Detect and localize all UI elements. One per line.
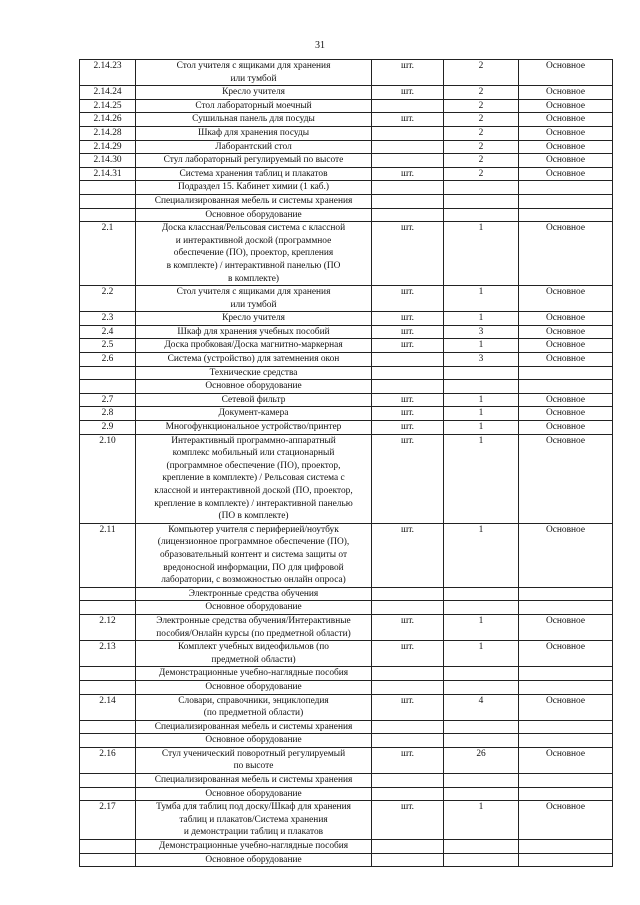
- equipment-type-cell: Основное: [519, 801, 613, 840]
- page-number: 31: [315, 40, 325, 51]
- item-name-cell: Специализированная мебель и системы хранения: [136, 720, 372, 734]
- row-number-cell: 2.8: [80, 407, 136, 421]
- section-header-row: [80, 720, 613, 734]
- quantity-cell: [444, 787, 519, 801]
- equipment-type-cell: [519, 774, 613, 788]
- item-name-cell: Тумба для таблиц под доску/Шкаф для хранения таблиц и плакатов/Система хранения и демонстрации таблиц и плакатов: [136, 801, 372, 840]
- equipment-type-cell: Основное: [519, 154, 613, 168]
- row-number-cell: 2.1: [80, 222, 136, 286]
- unit-cell: шт.: [372, 801, 444, 840]
- equipment-type-cell: [519, 380, 613, 394]
- equipment-type-cell: Основное: [519, 167, 613, 181]
- section-header-row: [80, 853, 613, 867]
- unit-cell: шт.: [372, 641, 444, 667]
- equipment-type-cell: Основное: [519, 312, 613, 326]
- table-row: [80, 614, 613, 640]
- row-number-cell: [80, 181, 136, 195]
- table-row: [80, 353, 613, 367]
- equipment-type-cell: Основное: [519, 99, 613, 113]
- unit-cell: шт.: [372, 286, 444, 312]
- table-row: [80, 154, 613, 168]
- row-number-cell: 2.13: [80, 641, 136, 667]
- table-row: [80, 523, 613, 587]
- item-name-cell: Документ-камера: [136, 407, 372, 421]
- equipment-type-cell: Основное: [519, 614, 613, 640]
- section-header-row: [80, 680, 613, 694]
- row-number-cell: 2.6: [80, 353, 136, 367]
- table-row: [80, 286, 613, 312]
- item-name-cell: Словари, справочники, энциклопедия (по предметной области): [136, 694, 372, 720]
- table-row: [80, 60, 613, 86]
- row-number-cell: 2.14.25: [80, 99, 136, 113]
- unit-cell: [372, 140, 444, 154]
- row-number-cell: [80, 194, 136, 208]
- equipment-type-cell: Основное: [519, 339, 613, 353]
- item-name-cell: Лаборантский стол: [136, 140, 372, 154]
- row-number-cell: [80, 840, 136, 854]
- row-number-cell: [80, 787, 136, 801]
- item-name-cell: Подраздел 15. Кабинет химии (1 каб.): [136, 181, 372, 195]
- unit-cell: [372, 680, 444, 694]
- item-name-cell: Стол учителя с ящиками для хранения или тумбой: [136, 60, 372, 86]
- section-header-row: [80, 787, 613, 801]
- item-name-cell: Многофункциональное устройство/принтер: [136, 421, 372, 435]
- unit-cell: [372, 194, 444, 208]
- quantity-cell: [444, 208, 519, 222]
- unit-cell: [372, 601, 444, 615]
- unit-cell: шт.: [372, 523, 444, 587]
- equipment-type-cell: [519, 840, 613, 854]
- quantity-cell: [444, 734, 519, 748]
- equipment-type-cell: [519, 601, 613, 615]
- item-name-cell: Система хранения таблиц и плакатов: [136, 167, 372, 181]
- quantity-cell: 1: [444, 393, 519, 407]
- table-row: [80, 421, 613, 435]
- unit-cell: [372, 99, 444, 113]
- item-name-cell: Компьютер учителя с периферией/ноутбук (лицензионное программное обеспечение (ПО), образовательный контент и система защиты от вредоносной информации, ПО для цифровой лаборатории, с возможностью онлайн опроса): [136, 523, 372, 587]
- item-name-cell: Основное оборудование: [136, 787, 372, 801]
- item-name-cell: Основное оборудование: [136, 680, 372, 694]
- equipment-type-cell: [519, 680, 613, 694]
- quantity-cell: [444, 774, 519, 788]
- quantity-cell: 2: [444, 86, 519, 100]
- row-number-cell: [80, 380, 136, 394]
- row-number-cell: 2.5: [80, 339, 136, 353]
- equipment-type-cell: Основное: [519, 421, 613, 435]
- quantity-cell: 2: [444, 126, 519, 140]
- row-number-cell: [80, 667, 136, 681]
- row-number-cell: 2.14.31: [80, 167, 136, 181]
- equipment-type-cell: Основное: [519, 140, 613, 154]
- quantity-cell: [444, 720, 519, 734]
- quantity-cell: 1: [444, 614, 519, 640]
- item-name-cell: Кресло учителя: [136, 312, 372, 326]
- row-number-cell: 2.7: [80, 393, 136, 407]
- quantity-cell: 1: [444, 339, 519, 353]
- table-row: [80, 113, 613, 127]
- equipment-type-cell: Основное: [519, 407, 613, 421]
- equipment-type-cell: Основное: [519, 286, 613, 312]
- table-row: [80, 393, 613, 407]
- table-row: [80, 434, 613, 523]
- item-name-cell: Основное оборудование: [136, 853, 372, 867]
- equipment-type-cell: [519, 667, 613, 681]
- unit-cell: шт.: [372, 407, 444, 421]
- unit-cell: шт.: [372, 113, 444, 127]
- quantity-cell: [444, 587, 519, 601]
- equipment-table-body: [80, 60, 613, 867]
- table-row: [80, 407, 613, 421]
- row-number-cell: 2.14.29: [80, 140, 136, 154]
- row-number-cell: 2.12: [80, 614, 136, 640]
- quantity-cell: 2: [444, 99, 519, 113]
- section-header-row: [80, 194, 613, 208]
- item-name-cell: Технические средства: [136, 366, 372, 380]
- quantity-cell: [444, 366, 519, 380]
- item-name-cell: Шкаф для хранения посуды: [136, 126, 372, 140]
- table-row: [80, 325, 613, 339]
- quantity-cell: [444, 667, 519, 681]
- unit-cell: [372, 353, 444, 367]
- section-header-row: [80, 601, 613, 615]
- quantity-cell: 1: [444, 312, 519, 326]
- section-header-row: [80, 667, 613, 681]
- section-header-row: [80, 380, 613, 394]
- row-number-cell: 2.4: [80, 325, 136, 339]
- row-number-cell: [80, 734, 136, 748]
- row-number-cell: 2.10: [80, 434, 136, 523]
- unit-cell: [372, 366, 444, 380]
- section-header-row: [80, 840, 613, 854]
- unit-cell: [372, 774, 444, 788]
- quantity-cell: [444, 181, 519, 195]
- item-name-cell: Демонстрационные учебно-наглядные пособия: [136, 667, 372, 681]
- unit-cell: шт.: [372, 694, 444, 720]
- equipment-type-cell: [519, 587, 613, 601]
- item-name-cell: Специализированная мебель и системы хранения: [136, 774, 372, 788]
- equipment-type-cell: Основное: [519, 60, 613, 86]
- quantity-cell: 2: [444, 154, 519, 168]
- equipment-type-cell: Основное: [519, 641, 613, 667]
- unit-cell: шт.: [372, 86, 444, 100]
- unit-cell: шт.: [372, 434, 444, 523]
- item-name-cell: Электронные средства обучения: [136, 587, 372, 601]
- item-name-cell: Доска классная/Рельсовая система с классной и интерактивной доской (программное обеспечение (ПО), проектор, крепления в комплекте) / интерактивной панелью (ПО в комплекте): [136, 222, 372, 286]
- table-row: [80, 167, 613, 181]
- item-name-cell: Стол лабораторный моечный: [136, 99, 372, 113]
- equipment-type-cell: Основное: [519, 325, 613, 339]
- item-name-cell: Основное оборудование: [136, 380, 372, 394]
- unit-cell: шт.: [372, 339, 444, 353]
- section-header-row: [80, 587, 613, 601]
- equipment-type-cell: [519, 787, 613, 801]
- equipment-type-cell: Основное: [519, 86, 613, 100]
- quantity-cell: 1: [444, 434, 519, 523]
- unit-cell: шт.: [372, 421, 444, 435]
- equipment-type-cell: [519, 720, 613, 734]
- row-number-cell: 2.14.30: [80, 154, 136, 168]
- unit-cell: [372, 126, 444, 140]
- row-number-cell: 2.3: [80, 312, 136, 326]
- unit-cell: [372, 154, 444, 168]
- equipment-type-cell: Основное: [519, 113, 613, 127]
- unit-cell: [372, 380, 444, 394]
- unit-cell: шт.: [372, 312, 444, 326]
- unit-cell: [372, 734, 444, 748]
- unit-cell: шт.: [372, 167, 444, 181]
- equipment-type-cell: [519, 366, 613, 380]
- table-row: [80, 222, 613, 286]
- equipment-type-cell: Основное: [519, 393, 613, 407]
- quantity-cell: 2: [444, 140, 519, 154]
- row-number-cell: [80, 601, 136, 615]
- unit-cell: шт.: [372, 393, 444, 407]
- quantity-cell: [444, 380, 519, 394]
- item-name-cell: Демонстрационные учебно-наглядные пособия: [136, 840, 372, 854]
- item-name-cell: Интерактивный программно-аппаратный комплекс мобильный или стационарный (программное обеспечение (ПО), проектор, крепление в комплекте) / Рельсовая система с классной и интерактивной доской (ПО, проектор, крепление в комплекте) / интерактивной панелью (ПО в комплекте): [136, 434, 372, 523]
- unit-cell: шт.: [372, 60, 444, 86]
- unit-cell: шт.: [372, 325, 444, 339]
- row-number-cell: 2.14.26: [80, 113, 136, 127]
- table-row: [80, 747, 613, 773]
- equipment-type-cell: [519, 181, 613, 195]
- equipment-type-cell: Основное: [519, 434, 613, 523]
- row-number-cell: 2.14.28: [80, 126, 136, 140]
- unit-cell: [372, 787, 444, 801]
- table-row: [80, 99, 613, 113]
- section-header-row: [80, 181, 613, 195]
- row-number-cell: [80, 208, 136, 222]
- item-name-cell: Основное оборудование: [136, 208, 372, 222]
- quantity-cell: 26: [444, 747, 519, 773]
- table-row: [80, 312, 613, 326]
- equipment-type-cell: Основное: [519, 126, 613, 140]
- item-name-cell: Доска пробковая/Доска магнитно-маркерная: [136, 339, 372, 353]
- table-row: [80, 126, 613, 140]
- quantity-cell: 1: [444, 421, 519, 435]
- row-number-cell: [80, 774, 136, 788]
- equipment-table: [79, 59, 613, 867]
- unit-cell: [372, 587, 444, 601]
- section-header-row: [80, 208, 613, 222]
- unit-cell: [372, 840, 444, 854]
- row-number-cell: 2.14: [80, 694, 136, 720]
- unit-cell: [372, 720, 444, 734]
- section-header-row: [80, 734, 613, 748]
- quantity-cell: 3: [444, 325, 519, 339]
- item-name-cell: Сетевой фильтр: [136, 393, 372, 407]
- unit-cell: [372, 853, 444, 867]
- quantity-cell: [444, 601, 519, 615]
- table-row: [80, 339, 613, 353]
- item-name-cell: Стол учителя с ящиками для хранения или тумбой: [136, 286, 372, 312]
- equipment-type-cell: Основное: [519, 523, 613, 587]
- equipment-type-cell: Основное: [519, 747, 613, 773]
- quantity-cell: [444, 853, 519, 867]
- quantity-cell: [444, 194, 519, 208]
- quantity-cell: 1: [444, 222, 519, 286]
- row-number-cell: 2.17: [80, 801, 136, 840]
- item-name-cell: Стул лабораторный регулируемый по высоте: [136, 154, 372, 168]
- quantity-cell: [444, 680, 519, 694]
- unit-cell: [372, 667, 444, 681]
- row-number-cell: [80, 587, 136, 601]
- item-name-cell: Специализированная мебель и системы хранения: [136, 194, 372, 208]
- equipment-type-cell: Основное: [519, 353, 613, 367]
- unit-cell: [372, 181, 444, 195]
- quantity-cell: 4: [444, 694, 519, 720]
- quantity-cell: 2: [444, 60, 519, 86]
- item-name-cell: Система (устройство) для затемнения окон: [136, 353, 372, 367]
- quantity-cell: 1: [444, 641, 519, 667]
- section-header-row: [80, 774, 613, 788]
- row-number-cell: 2.16: [80, 747, 136, 773]
- equipment-type-cell: [519, 853, 613, 867]
- quantity-cell: 1: [444, 407, 519, 421]
- row-number-cell: 2.14.23: [80, 60, 136, 86]
- equipment-type-cell: Основное: [519, 694, 613, 720]
- table-row: [80, 694, 613, 720]
- row-number-cell: 2.14.24: [80, 86, 136, 100]
- row-number-cell: 2.9: [80, 421, 136, 435]
- quantity-cell: 2: [444, 113, 519, 127]
- unit-cell: шт.: [372, 222, 444, 286]
- equipment-type-cell: Основное: [519, 222, 613, 286]
- row-number-cell: [80, 680, 136, 694]
- row-number-cell: [80, 853, 136, 867]
- equipment-type-cell: [519, 208, 613, 222]
- table-row: [80, 641, 613, 667]
- item-name-cell: Комплект учебных видеофильмов (по предметной области): [136, 641, 372, 667]
- item-name-cell: Основное оборудование: [136, 734, 372, 748]
- row-number-cell: [80, 366, 136, 380]
- section-header-row: [80, 366, 613, 380]
- unit-cell: шт.: [372, 747, 444, 773]
- equipment-type-cell: [519, 734, 613, 748]
- item-name-cell: Шкаф для хранения учебных пособий: [136, 325, 372, 339]
- item-name-cell: Стул ученический поворотный регулируемый по высоте: [136, 747, 372, 773]
- item-name-cell: Сушильная панель для посуды: [136, 113, 372, 127]
- equipment-type-cell: [519, 194, 613, 208]
- item-name-cell: Электронные средства обучения/Интерактивные пособия/Онлайн курсы (по предметной области): [136, 614, 372, 640]
- quantity-cell: 1: [444, 286, 519, 312]
- row-number-cell: 2.2: [80, 286, 136, 312]
- row-number-cell: 2.11: [80, 523, 136, 587]
- quantity-cell: 3: [444, 353, 519, 367]
- item-name-cell: Кресло учителя: [136, 86, 372, 100]
- quantity-cell: 1: [444, 523, 519, 587]
- quantity-cell: 2: [444, 167, 519, 181]
- unit-cell: [372, 208, 444, 222]
- quantity-cell: [444, 840, 519, 854]
- item-name-cell: Основное оборудование: [136, 601, 372, 615]
- table-row: [80, 801, 613, 840]
- row-number-cell: [80, 720, 136, 734]
- quantity-cell: 1: [444, 801, 519, 840]
- table-row: [80, 140, 613, 154]
- table-row: [80, 86, 613, 100]
- unit-cell: шт.: [372, 614, 444, 640]
